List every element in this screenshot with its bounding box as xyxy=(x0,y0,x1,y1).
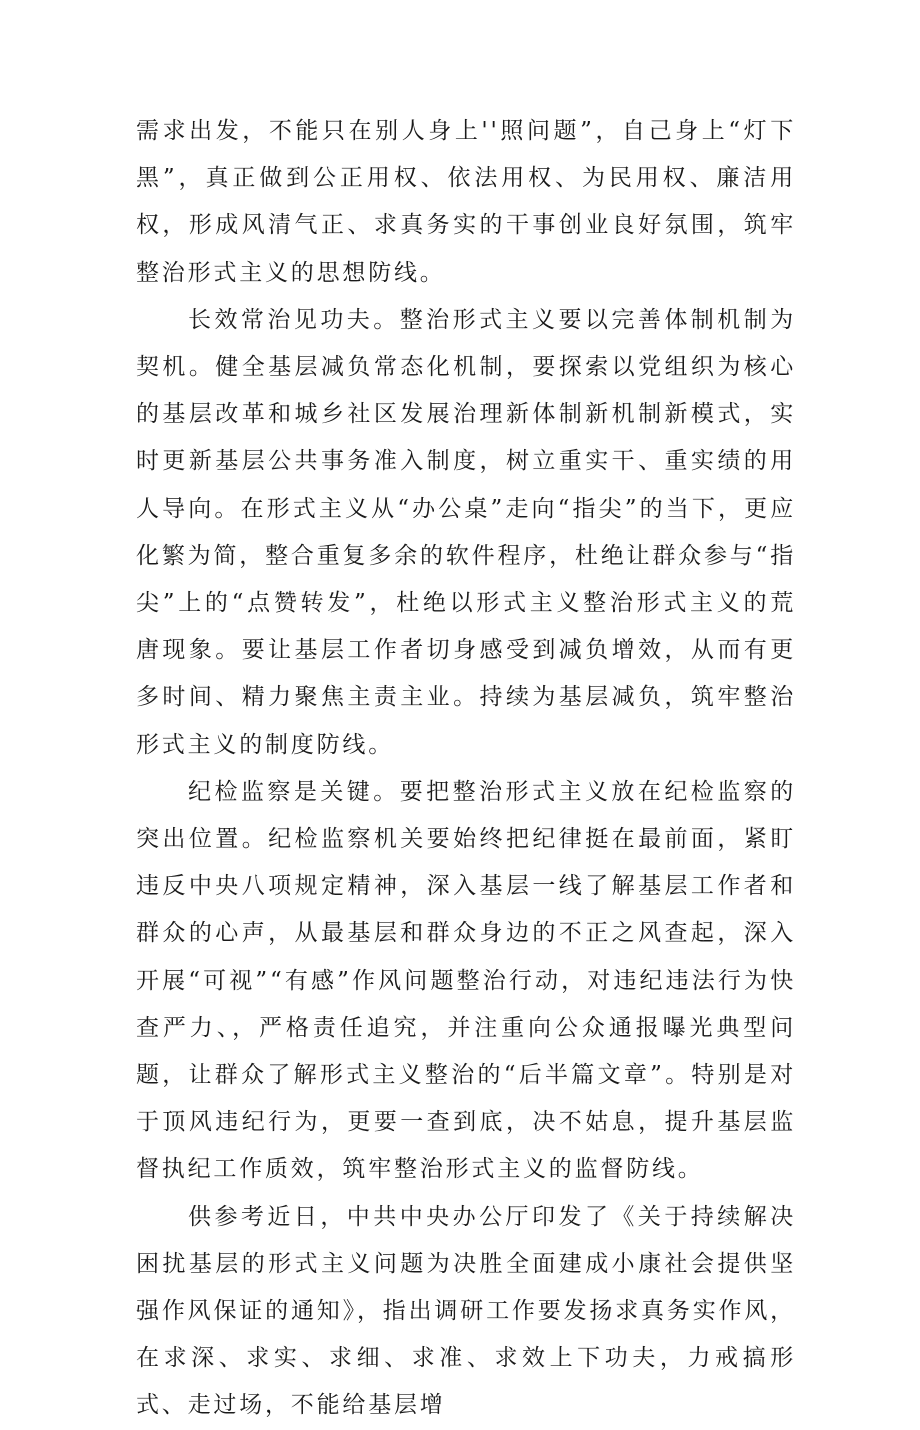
paragraph: 长效常治见功夫。整治形式主义要以完善体制机制为契机。健全基层减负常态化机制，要探索以党组织为核心的基层改革和城乡社区发展治理新体制新机制新模式，实时更新基层公共事务准入制度，树立重实干、重实绩的用人导向。在形式主义从“办公桌”走向“指尖”的当下，更应化繁为简，整合重复多余的软件程序，杜绝让群众参与“指尖”上的“点赞转发”，杜绝以形式主义整治形式主义的荒唐现象。要让基层工作者切身感受到减负增效，从而有更多时间、精力聚焦主责主业。持续为基层减负，筑牢整治形式主义的制度防线。 xyxy=(136,306,796,758)
document-body xyxy=(136,108,796,1430)
paragraph: 需求出发，不能只在别人身上''照问题”，自己身上“灯下黑”，真正做到公正用权、依法用权、为民用权、廉洁用权，形成风清气正、求真务实的干事创业良好氛围，筑牢整治形式主义的思想防线。 xyxy=(136,118,796,286)
paragraph: 纪检监察是关键。要把整治形式主义放在纪检监察的突出位置。纪检监察机关要始终把纪律挺在最前面，紧盯违反中央八项规定精神，深入基层一线了解基层工作者和群众的心声，从最基层和群众身边的不正之风查起，深入开展“可视”“有感”作风问题整治行动，对违纪违法行为快查严力、，严格责任追究，并注重向公众通报曝光典型问题，让群众了解形式主义整治的“后半篇文章”。特别是对于顶风违纪行为，更要一查到底，决不姑息，提升基层监督执纪工作质效，筑牢整治形式主义的监督防线。 xyxy=(136,778,796,1183)
paragraph: 供参考近日，中共中央办公厅印发了《关于持续解决困扰基层的形式主义问题为决胜全面建成小康社会提供坚强作风保证的通知》，指出调研工作要发扬求真务实作风，在求深、求实、求细、求准、求效上下功夫，力戒搞形式、走过场，不能给基层增 xyxy=(136,1203,796,1419)
